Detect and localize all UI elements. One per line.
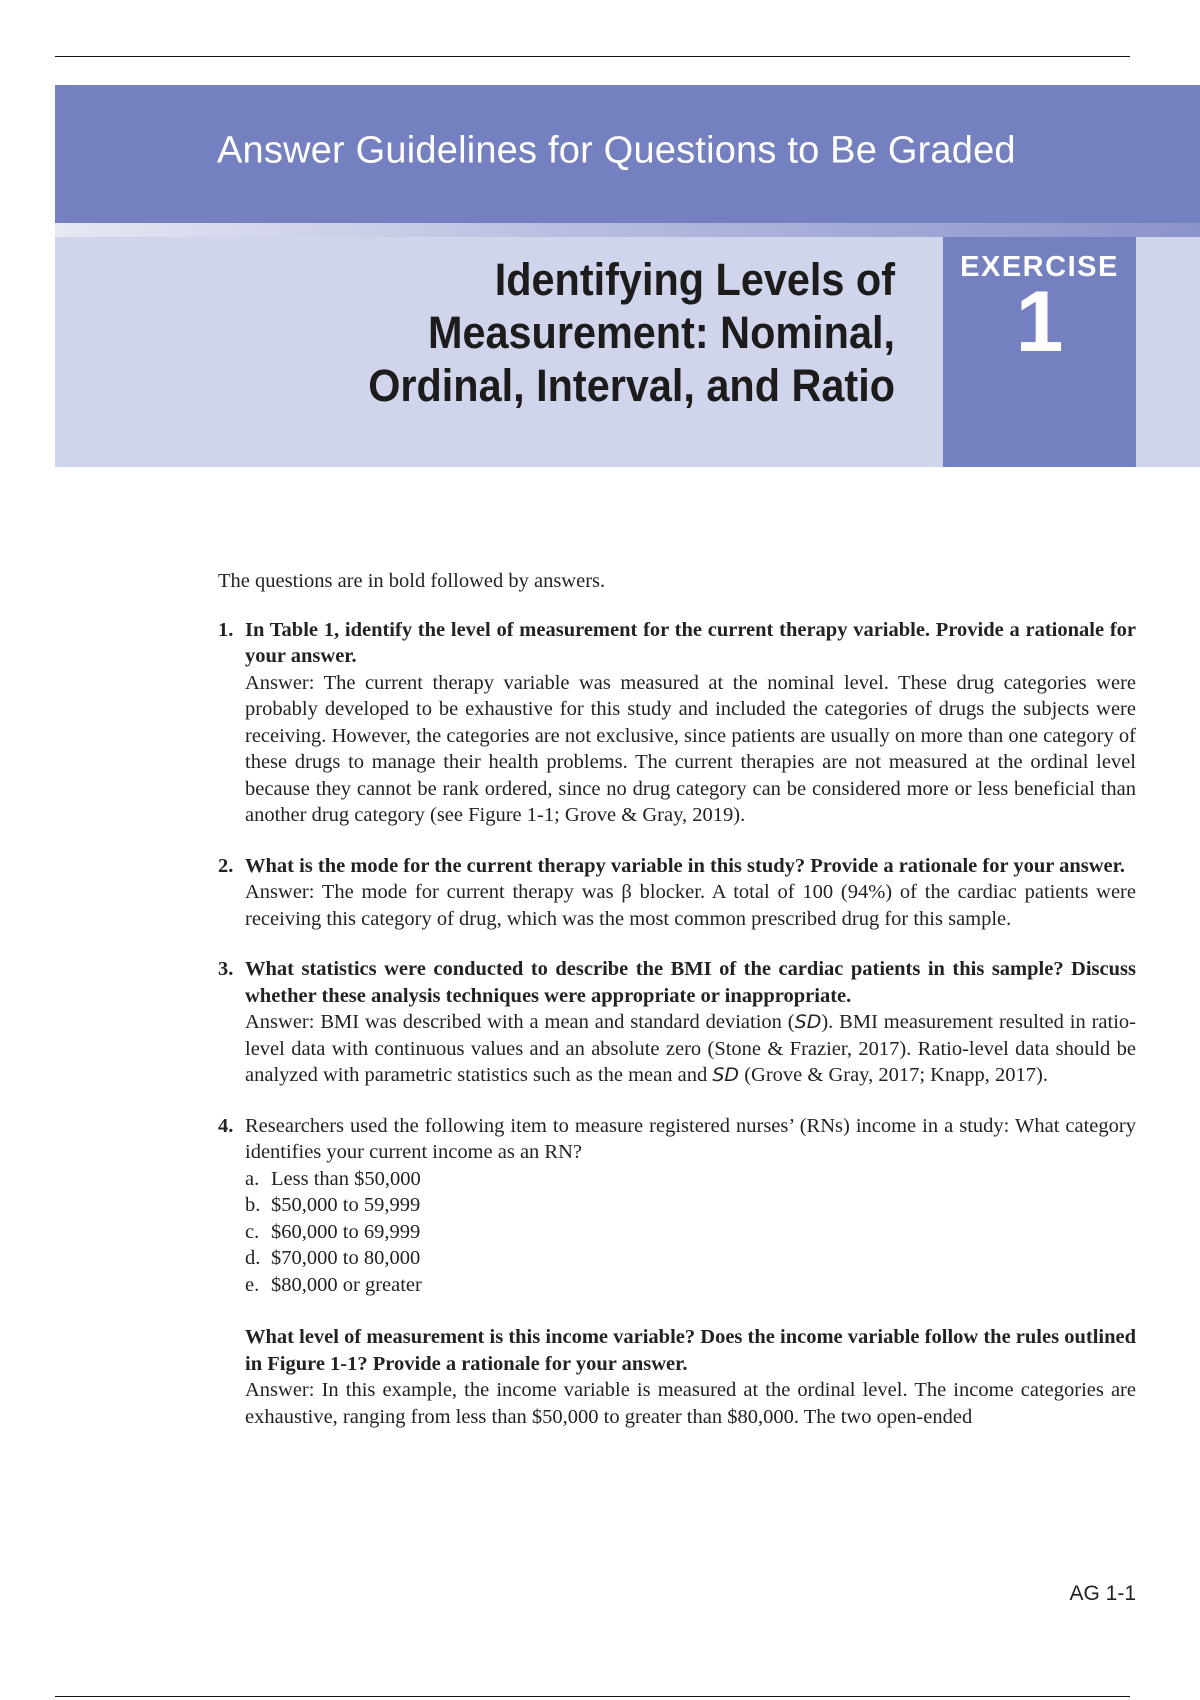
option-letter: c. xyxy=(245,1220,260,1243)
question-item xyxy=(218,853,1136,933)
option-list xyxy=(245,1166,1136,1299)
answer-segment: Answer: BMI was described with a mean and standard deviation ( xyxy=(245,1011,795,1033)
option-text: Less than $50,000 xyxy=(271,1167,421,1190)
option-letter: e. xyxy=(245,1273,260,1296)
exercise-box xyxy=(943,237,1136,467)
banner-title: Answer Guidelines for Questions to Be Graded xyxy=(217,129,1016,172)
answer-text xyxy=(245,1009,1136,1089)
exercise-title-line: Measurement: Nominal, xyxy=(427,307,895,358)
page-number: AG 1-1 xyxy=(1069,1582,1136,1605)
bottom-rule xyxy=(55,1696,1130,1697)
option-text: $50,000 to 59,999 xyxy=(271,1194,421,1216)
top-rule xyxy=(55,56,1130,57)
option-letter: a. xyxy=(245,1167,260,1190)
question-item xyxy=(218,617,1136,829)
question-item xyxy=(218,1113,1136,1431)
answer-text: Answer: In this example, the income variable is measured at the ordinal level. The income categories are exhaustive, ranging from less than $50,000 to greater than $80,000. The two open-ended xyxy=(245,1379,1136,1428)
intro-text: The questions are in bold followed by answers. xyxy=(218,570,606,592)
exercise-title xyxy=(251,253,895,412)
question-number: 2. xyxy=(218,854,234,877)
option-text: $60,000 to 69,999 xyxy=(271,1220,421,1243)
question-text: What is the mode for the current therapy variable in this study? Provide a rationale for your answer. xyxy=(245,854,1125,877)
document-body xyxy=(218,568,1136,1454)
question-number: 4. xyxy=(218,1114,234,1137)
option-item xyxy=(245,1219,1136,1246)
option-letter: b. xyxy=(245,1194,261,1216)
question-stem: Researchers used the following item to measure registered nurses’ (RNs) income in a study: What category identifies your current income as an RN? xyxy=(245,1114,1136,1163)
answer-text: Answer: The current therapy variable was measured at the nominal level. These drug categories were probably developed to be exhaustive for this study and included the categories of drugs the subjects were receiving. However, the categories are not exclusive, since patients are usually on more than one category of these drugs to manage their health problems. The current therapies are not measured at the ordinal level because they cannot be rank ordered, since no drug category can be considered more or less beneficial than another drug category (see Figure 1-1; Grove & Gray, 2019). xyxy=(245,671,1136,826)
option-letter: d. xyxy=(245,1247,261,1269)
sd-abbreviation: SD xyxy=(794,1011,822,1033)
question-text: In Table 1, identify the level of measurement for the current therapy variable. Provide a rationale for your answer. xyxy=(245,618,1136,667)
option-text: $80,000 or greater xyxy=(271,1273,422,1296)
question-text: What statistics were conducted to describe the BMI of the cardiac patients in this sample? Discuss whether these analysis techniques were appropriate or inappropriate. xyxy=(245,958,1136,1007)
question-text: What level of measurement is this income variable? Does the income variable follow the rules outlined in Figure 1-1? Provide a rationale for your answer. xyxy=(245,1326,1136,1375)
exercise-title-line: Identifying Levels of xyxy=(494,254,895,305)
option-item xyxy=(245,1245,1136,1272)
exercise-label: EXERCISE xyxy=(960,251,1119,283)
header-banner xyxy=(55,85,1200,223)
exercise-panel xyxy=(55,237,1200,467)
answer-text: Answer: The mode for current therapy was β blocker. A total of 100 (94%) of the cardiac patients were receiving this category of drug, which was the most common prescribed drug for this sample. xyxy=(245,881,1136,930)
question-number: 3. xyxy=(218,958,234,980)
banner-gradient-strip xyxy=(55,223,1200,237)
option-item xyxy=(245,1166,1136,1193)
answer-segment: (Grove & Gray, 2017; Knapp, 2017). xyxy=(739,1064,1049,1086)
question-number: 1. xyxy=(218,618,234,641)
answer-segment: ). BMI measurement resulted in ratio-level data with continuous values and an absolute zero (Stone & Frazier, 2017). Ratio-level data should be analyzed with parametric statistics such as the mean and xyxy=(245,1011,1137,1086)
exercise-title-line: Ordinal, Interval, and Ratio xyxy=(368,360,896,411)
option-item xyxy=(245,1272,1136,1299)
sd-abbreviation: SD xyxy=(712,1064,740,1086)
question-item xyxy=(218,956,1136,1089)
exercise-number: 1 xyxy=(1015,274,1064,370)
option-text: $70,000 to 80,000 xyxy=(271,1247,421,1269)
option-item xyxy=(245,1192,1136,1219)
